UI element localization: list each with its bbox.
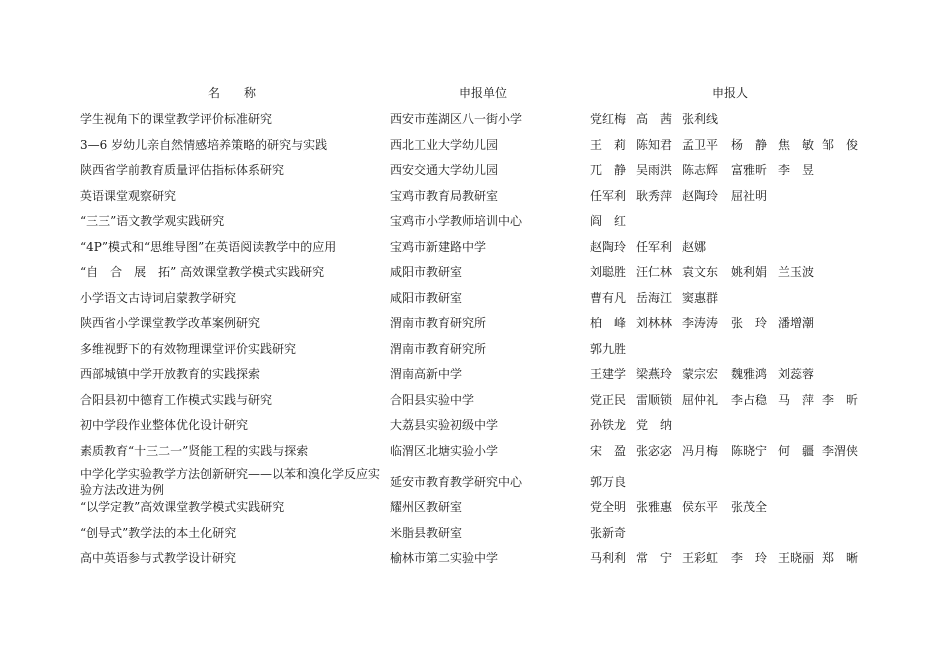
applicant-name: 王建学: [590, 367, 627, 381]
applicant-name: 李渭侠: [822, 444, 859, 458]
applicant-name: 邹 俊: [822, 138, 859, 152]
applicant-name: 潘增潮: [778, 316, 815, 330]
applicant-name: 耿秀萍: [636, 189, 673, 203]
applicant-name: 孙铁龙: [590, 418, 627, 432]
applicant-unit: 临渭区北塘实验小学: [390, 444, 499, 458]
applicant-name: 党 纳: [636, 418, 673, 432]
project-name: “三三”语文教学观实践研究: [80, 214, 225, 228]
applicant-name: 梁燕玲: [636, 367, 673, 381]
applicant-name: 姚利娟: [731, 265, 768, 279]
applicant-unit: 宝鸡市小学教师培训中心: [390, 214, 523, 228]
applicant-name: 曹有凡: [590, 291, 627, 305]
project-name: 英语课堂观察研究: [80, 189, 177, 203]
applicant-name: 李 昕: [822, 393, 859, 407]
applicant-name: 刘林林: [636, 316, 673, 330]
column-header-unit: 申报单位: [459, 86, 508, 100]
applicant-name: 张宓宓: [636, 444, 673, 458]
applicant-unit: 渭南高新中学: [390, 367, 463, 381]
project-name: 小学语文古诗词启蒙教学研究: [80, 291, 237, 305]
project-name: 初中学段作业整体优化设计研究: [80, 418, 249, 432]
applicant-name: 汪仁林: [636, 265, 673, 279]
applicant-name: 党正民: [590, 393, 627, 407]
applicant-name: 王彩虹: [682, 551, 719, 565]
project-name: “自 合 展 拓” 高效课堂教学模式实践研究: [80, 265, 325, 279]
applicant-name: 窦惠群: [682, 291, 719, 305]
project-name: 素质教育“十三二一”贤能工程的实践与探索: [80, 444, 309, 458]
applicant-unit: 宝鸡市新建路中学: [390, 240, 487, 254]
applicant-name: 张茂全: [731, 500, 768, 514]
applicant-name: 李 昱: [778, 163, 815, 177]
applicant-name: 常 宁: [636, 551, 673, 565]
applicant-name: 赵娜: [682, 240, 707, 254]
applicant-name: 屈社明: [731, 189, 768, 203]
applicant-unit: 大荔县实验初级中学: [390, 418, 499, 432]
applicant-name: 何 疆: [778, 444, 815, 458]
applicant-name: 屈仲礼: [682, 393, 719, 407]
applicant-unit: 西安交通大学幼儿园: [390, 163, 499, 177]
applicant-name: 张雅惠: [636, 500, 673, 514]
applicant-unit: 咸阳市教研室: [390, 291, 463, 305]
applicant-name: 郑 晰: [822, 551, 859, 565]
applicant-name: 刘聪胜: [590, 265, 627, 279]
column-header-name: 名 称: [208, 86, 257, 100]
applicant-unit: 耀州区教研室: [390, 500, 463, 514]
applicant-unit: 咸阳市教研室: [390, 265, 463, 279]
applicant-name: 张 玲: [731, 316, 768, 330]
project-name: 3—6 岁幼儿亲自然情感培养策略的研究与实践: [80, 138, 328, 152]
applicant-name: 袁文东: [682, 265, 719, 279]
applicant-unit: 榆林市第二实验中学: [390, 551, 499, 565]
project-name: 学生视角下的课堂教学评价标准研究: [80, 112, 273, 126]
applicant-unit: 渭南市教育研究所: [390, 316, 487, 330]
applicant-unit: 合阳县实验中学: [390, 393, 475, 407]
applicant-name: 马 萍: [778, 393, 815, 407]
applicant-unit: 宝鸡市教育局教研室: [390, 189, 499, 203]
applicant-name: 高 茜: [636, 112, 673, 126]
applicant-name: 党全明: [590, 500, 627, 514]
column-header-applicant: 申报人: [712, 86, 749, 100]
applicant-name: 刘蕊蓉: [778, 367, 815, 381]
applicant-name: 焦 敏: [778, 138, 815, 152]
applicant-name: 富雅昕: [731, 163, 768, 177]
applicant-name: 马利利: [590, 551, 627, 565]
applicant-name: 吴雨洪: [636, 163, 673, 177]
project-name: 陕西省学前教育质量评估指标体系研究: [80, 163, 285, 177]
applicant-name: 王 莉: [590, 138, 627, 152]
applicant-name: 孟卫平: [682, 138, 719, 152]
applicant-name: 李 玲: [731, 551, 768, 565]
applicant-unit: 渭南市教育研究所: [390, 342, 487, 356]
project-name: 多维视野下的有效物理课堂评价实践研究: [80, 342, 297, 356]
applicant-name: 赵陶玲: [682, 189, 719, 203]
applicant-name: 赵陶玲: [590, 240, 627, 254]
applicant-unit: 西安市莲湖区八一街小学: [390, 112, 523, 126]
project-name: “4P”模式和“思维导图”在英语阅读教学中的应用: [80, 240, 337, 254]
applicant-name: 郭万良: [590, 475, 627, 489]
applicant-name: 任军利: [590, 189, 627, 203]
applicant-name: 柏 峰: [590, 316, 627, 330]
applicant-name: 侯东平: [682, 500, 719, 514]
project-name: 中学化学实验教学方法创新研究——以苯和溴化学反应实验方法改进为例: [80, 467, 381, 497]
applicant-name: 宋 盈: [590, 444, 627, 458]
applicant-name: 任军利: [636, 240, 673, 254]
applicant-name: 王晓丽: [778, 551, 815, 565]
project-name: 合阳县初中德育工作模式实践与研究: [80, 393, 273, 407]
project-name: “创导式”教学法的本土化研究: [80, 526, 237, 540]
applicant-name: 兀 静: [590, 163, 627, 177]
applicant-name: 杨 静: [731, 138, 768, 152]
applicant-name: 李涛涛: [682, 316, 719, 330]
project-name: 高中英语参与式教学设计研究: [80, 551, 237, 565]
applicant-name: 陈晓宁: [731, 444, 768, 458]
applicant-name: 兰玉波: [778, 265, 815, 279]
project-name: 陕西省小学课堂教学改革案例研究: [80, 316, 261, 330]
applicant-name: 阎 红: [590, 214, 627, 228]
applicant-name: 雷顺锁: [636, 393, 673, 407]
applicant-name: 蒙宗宏: [682, 367, 719, 381]
applicant-name: 郭九胜: [590, 342, 627, 356]
applicant-name: 李占稳: [731, 393, 768, 407]
project-name: 西部城镇中学开放教育的实践探索: [80, 367, 261, 381]
project-name: “以学定教”高效课堂教学模式实践研究: [80, 500, 285, 514]
applicant-name: 陈志辉: [682, 163, 719, 177]
applicant-name: 岳海江: [636, 291, 673, 305]
applicant-unit: 延安市教育教学研究中心: [390, 475, 523, 489]
applicant-name: 张利线: [682, 112, 719, 126]
applicant-name: 魏雅鸿: [731, 367, 768, 381]
applicant-unit: 米脂县教研室: [390, 526, 463, 540]
applicant-name: 张新奇: [590, 526, 627, 540]
applicant-name: 冯月梅: [682, 444, 719, 458]
applicant-name: 党红梅: [590, 112, 627, 126]
applicant-name: 陈知君: [636, 138, 673, 152]
applicant-unit: 西北工业大学幼儿园: [390, 138, 499, 152]
